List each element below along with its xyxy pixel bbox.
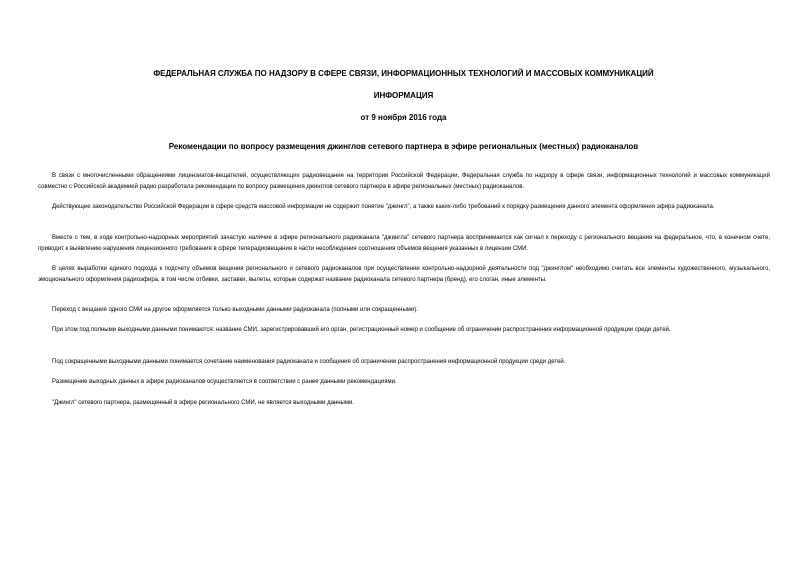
paragraph-8: Размещение выходных данных в эфире радиоканалов осуществляется в соответствии с ранее данными рекомендациями. <box>52 379 397 385</box>
document-date: от 9 ноября 2016 года <box>360 113 447 122</box>
paragraph-2: Действующее законодательство Российской Федерации в сфере средств массовой информации не содержит понятие "джингл", а также каких-либо требований к порядку размещения данного элемента оформления эфира радиоканала. <box>52 204 715 210</box>
paragraph-3: Вместе с тем, в ходе контрольно-надзорных мероприятий зачастую наличие в эфире регионального радиоканала "джингла" сетевого партнера воспринимается как сигнал к переходу с регионального вещания на федеральное, что, в конечном счете, приводит к выявлению нарушения лицензионного требования в сфере телерадиовещания в части несоблюдения соотношения объемов вещения указанных в лицензии СМИ. <box>38 235 770 252</box>
paragraph-9: "Джингл" сетевого партнера, размещенный в эфире регионального СМИ, не является выходными данными. <box>52 400 355 406</box>
paragraph-4: В целях выработки единого подхода к подсчету объемов вещения регионального и сетевого радиоканалов при осуществлении контрольно-надзорной деятельности под "джинглом" необходимо считать все элементы художественного, музыкального, эмоционального оформления радиоэфира, в том числе отбивки, заставки, вылеты, которые содержат название радиоканала сетевого партнера (бренд), его слоган, иные элементы. <box>38 266 770 283</box>
agency-heading: ФЕДЕРАЛЬНАЯ СЛУЖБА ПО НАДЗОРУ В СФЕРЕ СВЯЗИ, ИНФОРМАЦИОННЫХ ТЕХНОЛОГИЙ И МАССОВЫХ КОММУНИКАЦИЙ <box>153 69 654 78</box>
paragraph-5: Переход с вещания одного СМИ на другое оформляется только выходными данными радиоканала (полными или сокращенными). <box>52 307 418 313</box>
paragraph-6: При этом под полными выходными данными понимаются: название СМИ, зарегистрировавший его орган, регистрационный номер и сообщение об ограничении распространения информационной продукции среди детей. <box>52 327 671 333</box>
paragraph-1: В связи с многочисленными обращениями лицензиатов-вещателей, осуществляющих радиовещание на территории Российской Федерации, Федеральная служба по надзору в сфере связи, информационных технологий и массовых коммуникаций совместно с Российской академией радио разработала рекомендации по вопросу размещения джинглов сетевого партнера в эфире региональных (местных) радиоканалов. <box>38 173 770 190</box>
document-type-heading: ИНФОРМАЦИЯ <box>373 91 434 100</box>
recommendations-title: Рекомендации по вопросу размещения джинглов сетевого партнера в эфире региональных (местных) радиоканалов <box>168 142 639 151</box>
paragraph-7: Под сокращенными выходными данными понимается сочетание наименования радиоканала и сообщения об ограничении распространения информационной продукции среди детей. <box>52 359 566 365</box>
